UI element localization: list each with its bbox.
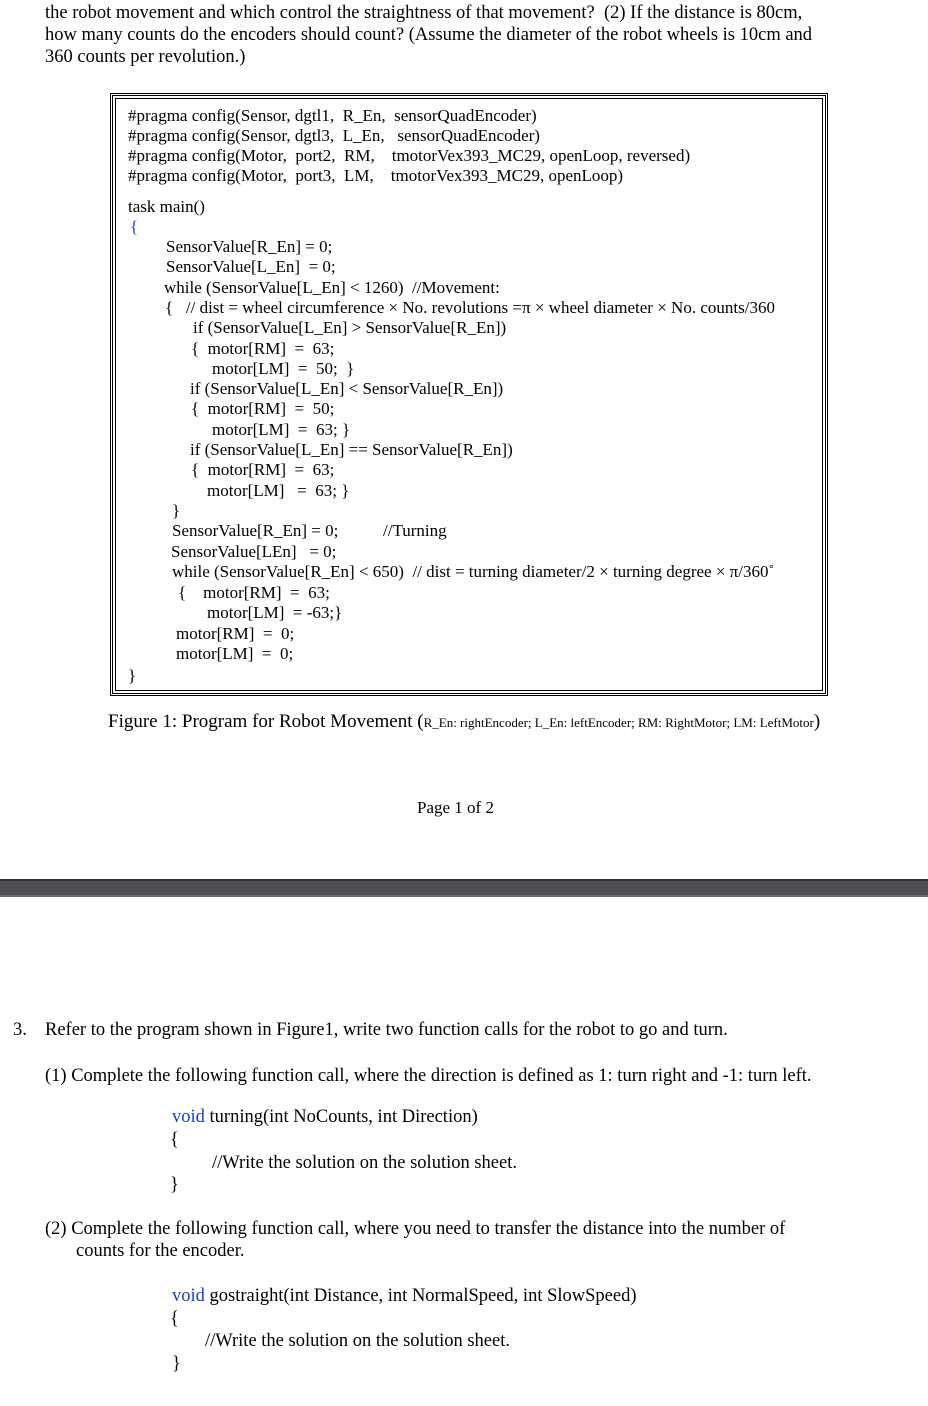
caption-legend: R_En: rightEncoder; L_En: leftEncoder; RM: RightMotor; LM: LeftMotor — [423, 715, 814, 730]
code-line-lm-0: motor[LM] = 0; — [176, 644, 294, 663]
question-text: Refer to the program shown in Figure1, write two function calls for the robot to go and turn. — [45, 1020, 728, 1040]
page-number: Page 1 of 2 — [417, 798, 494, 817]
caption-close: ) — [813, 711, 821, 732]
code-line-pragma-2: #pragma config(Sensor, dgtl3, L_En, sensorQuadEncoder) — [128, 126, 540, 145]
function-turning-body: //Write the solution on the solution sheet. — [212, 1153, 517, 1173]
code-line-rm-0: motor[RM] = 0; — [176, 624, 295, 643]
question-part-1: (1) Complete the following function call, where the direction is defined as 1: turn right and -1: turn left. — [45, 1066, 812, 1086]
code-line-lm-63-b: motor[LM] = 63; } — [207, 481, 350, 500]
figure-caption — [108, 711, 820, 733]
keyword-void-2: void — [172, 1286, 205, 1306]
code-line-rm-63-b: { motor[RM] = 63; — [191, 460, 335, 479]
turning-signature-text: turning(int NoCounts, int Direction) — [204, 1107, 478, 1127]
function-gostraight-close-brace: } — [172, 1354, 181, 1374]
function-gostraight-open-brace: { — [170, 1309, 179, 1329]
code-line-reset-r: SensorValue[R_En] = 0; — [166, 237, 333, 256]
code-line-if-greater: if (SensorValue[L_En] > SensorValue[R_En]) — [193, 318, 507, 337]
code-line-task-main: task main() — [128, 197, 205, 216]
code-line-lm-neg63: motor[LM] = -63;} — [207, 603, 343, 622]
code-line-close-while: } — [172, 501, 181, 520]
code-line-while-turning: while (SensorValue[R_En] < 650) // dist = turning diameter/2 × turning degree × π/360˚ — [172, 562, 775, 581]
caption-main: Figure 1: Program for Robot Movement ( — [108, 711, 424, 732]
code-line-pragma-1: #pragma config(Sensor, dgtl1, R_En, sensorQuadEncoder) — [128, 106, 537, 125]
gostraight-signature-text: gostraight(int Distance, int NormalSpeed, int SlowSpeed) — [204, 1286, 637, 1306]
intro-line-1: the robot movement and which control the straightness of that movement? (2) If the distance is 80cm, — [45, 3, 803, 23]
page-divider — [0, 879, 928, 897]
code-line-dist-comment: { // dist = wheel circumference × No. revolutions =π × wheel diameter × No. counts/360 — [165, 298, 775, 317]
question-part-2-line-2: counts for the encoder. — [76, 1241, 245, 1261]
function-turning-open-brace: { — [170, 1130, 179, 1150]
code-comment-turning: //Turning — [383, 521, 447, 540]
code-line-pragma-3: #pragma config(Motor, port2, RM, tmotorVex393_MC29, openLoop, reversed) — [128, 146, 691, 165]
code-line-lm-50: motor[LM] = 50; } — [212, 359, 355, 378]
code-line-if-less: if (SensorValue[L_En] < SensorValue[R_En]) — [190, 379, 504, 398]
keyword-void: void — [172, 1107, 205, 1127]
code-line-reset-l-2: SensorValue[LEn] = 0; — [171, 542, 337, 561]
question-part-2-line-1: (2) Complete the following function call, where you need to transfer the distance into the number of — [45, 1219, 786, 1239]
code-line-open-brace: { — [130, 217, 139, 236]
code-line-rm-63-c: { motor[RM] = 63; — [178, 583, 330, 602]
function-gostraight-signature — [172, 1286, 637, 1307]
function-gostraight-body: //Write the solution on the solution sheet. — [205, 1331, 510, 1351]
code-line-lm-63-a: motor[LM] = 63; } — [212, 420, 351, 439]
code-line-reset-l: SensorValue[L_En] = 0; — [166, 257, 336, 276]
intro-line-3: 360 counts per revolution.) — [45, 47, 246, 67]
code-line-reset-r-2: SensorValue[R_En] = 0; — [172, 521, 339, 540]
code-line-while-movement: while (SensorValue[L_En] < 1260) //Movement: — [164, 278, 500, 297]
code-line-rm-63-a: { motor[RM] = 63; — [191, 339, 335, 358]
code-line-if-equal: if (SensorValue[L_En] == SensorValue[R_En]) — [190, 440, 513, 459]
function-turning-close-brace: } — [170, 1175, 179, 1195]
intro-line-2: how many counts do the encoders should count? (Assume the diameter of the robot wheels is 10cm and — [45, 25, 813, 45]
code-line-rm-50: { motor[RM] = 50; — [191, 399, 335, 418]
code-line-pragma-4: #pragma config(Motor, port3, LM, tmotorVex393_MC29, openLoop) — [128, 166, 624, 185]
code-line-close-main: } — [128, 666, 137, 685]
function-turning-signature — [172, 1107, 478, 1128]
question-number: 3. — [13, 1020, 27, 1040]
